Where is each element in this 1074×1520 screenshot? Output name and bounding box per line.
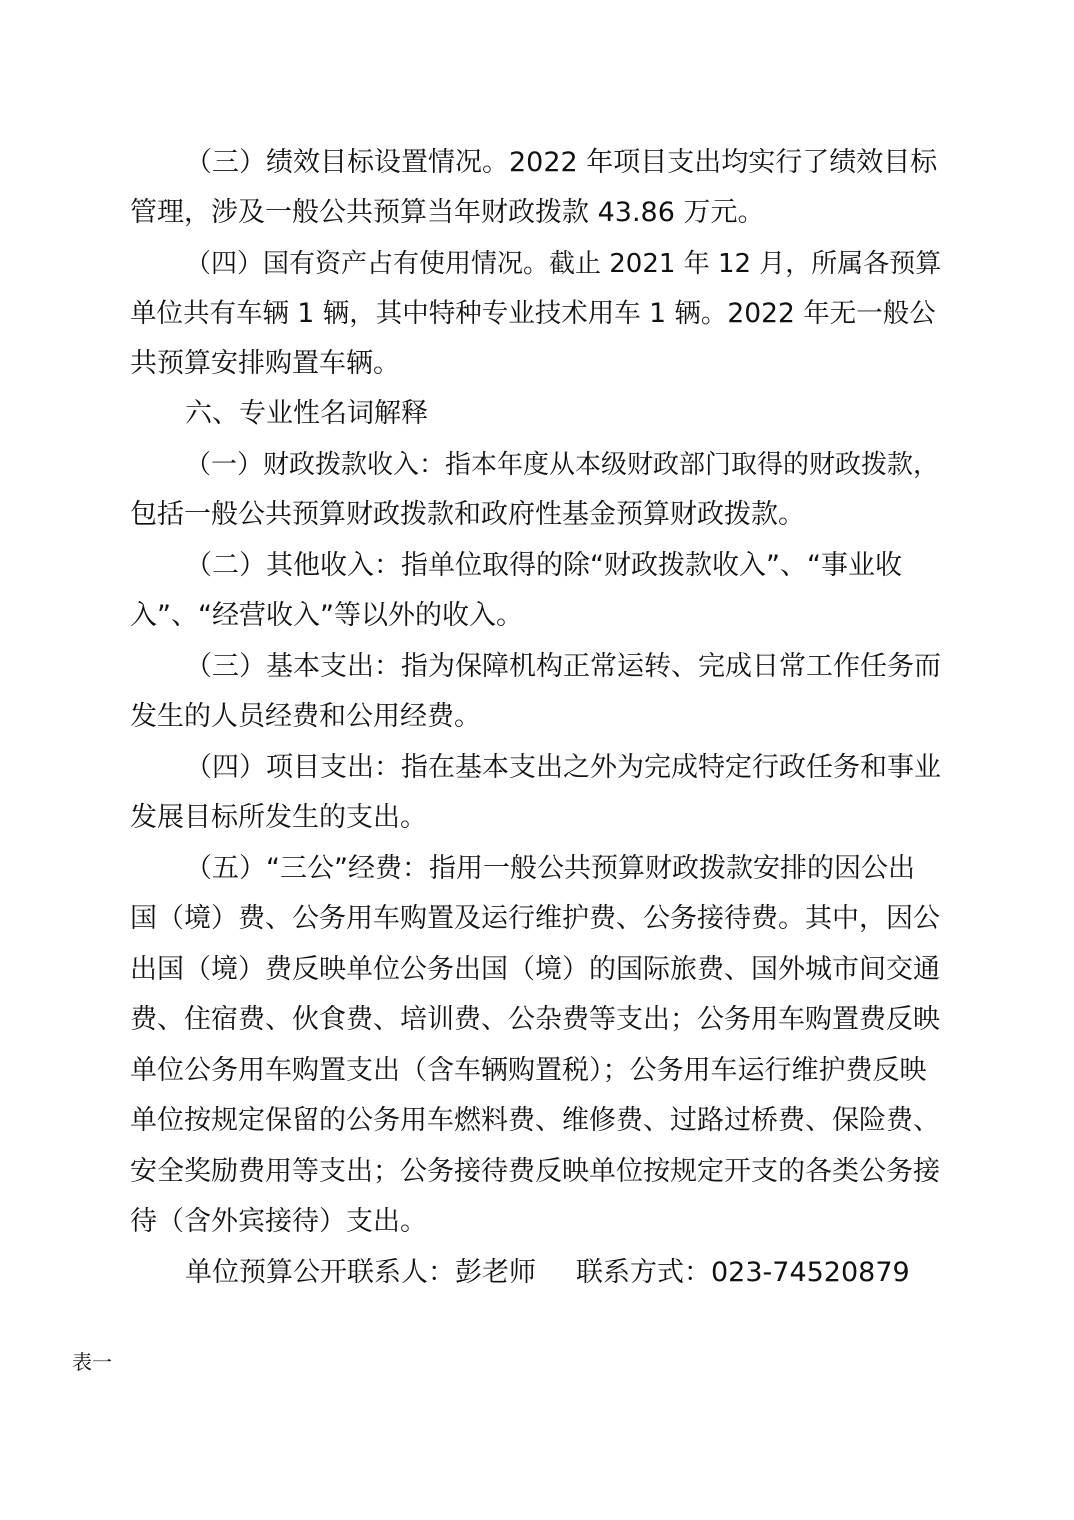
paragraph-state-assets-line-3: 共预算安排购置车辆。 <box>130 348 400 379</box>
term-project-expenditure-line-1: （四）项目支出：指在基本支出之外为完成特定行政任务和事业 <box>185 752 941 783</box>
term-other-income-line-2: 入”、“经营收入”等以外的收入。 <box>130 600 523 631</box>
term-basic-expenditure-line-2: 发生的人员经费和公用经费。 <box>130 701 481 732</box>
term-three-public-line-1: （五）“三公”经费：指用一般公共预算财政拨款安排的因公出 <box>185 853 915 884</box>
term-three-public-line-4: 费、住宿费、伙食费、培训费、公杂费等支出；公务用车购置费反映 <box>130 1004 940 1035</box>
term-fiscal-appropriation-line-1: （一）财政拨款收入：指本年度从本级财政部门取得的财政拨款， <box>185 450 940 480</box>
term-three-public-line-6: 单位按规定保留的公务用车燃料费、维修费、过路过桥费、保险费、 <box>130 1105 940 1136</box>
section-heading-terms: 六、专业性名词解释 <box>185 398 428 429</box>
term-other-income-line-1: （二）其他收入：指单位取得的除“财政拨款收入”、“事业收 <box>185 550 902 581</box>
contact-line <box>185 1256 910 1290</box>
term-three-public-line-5: 单位公务用车购置支出（含车辆购置税）；公务用车运行维护费反映 <box>130 1055 927 1086</box>
term-three-public-line-3: 出国（境）费反映单位公务出国（境）的国际旅费、国外城市间交通 <box>130 954 940 985</box>
paragraph-state-assets-line-1: （四）国有资产占有使用情况。截止 2021 年 12 月，所属各预算 <box>185 249 942 279</box>
term-three-public-line-8: 待（含外宾接待）支出。 <box>130 1206 427 1237</box>
paragraph-state-assets-line-2: 单位共有车辆 1 辆，其中特种专业技术用车 1 辆。2022 年无一般公 <box>130 298 936 329</box>
term-three-public-line-2: 国（境）费、公务用车购置及运行维护费、公务接待费。其中，因公 <box>130 903 940 934</box>
contact-person: 单位预算公开联系人：彭老师 <box>185 1257 536 1288</box>
term-project-expenditure-line-2: 发展目标所发生的支出。 <box>130 802 427 833</box>
paragraph-performance-targets-line-1: （三）绩效目标设置情况。2022 年项目支出均实行了绩效目标 <box>185 147 938 178</box>
paragraph-performance-targets-line-2: 管理，涉及一般公共预算当年财政拨款 43.86 万元。 <box>130 197 765 228</box>
term-basic-expenditure-line-1: （三）基本支出：指为保障机构正常运转、完成日常工作任务而 <box>185 651 941 682</box>
contact-method: 联系方式：023-74520879 <box>576 1257 910 1288</box>
term-fiscal-appropriation-line-2: 包括一般公共预算财政拨款和政府性基金预算财政拨款。 <box>130 499 805 530</box>
table-label: 表一 <box>72 1350 112 1374</box>
term-three-public-line-7: 安全奖励费用等支出；公务接待费反映单位按规定开支的各类公务接 <box>130 1156 940 1187</box>
